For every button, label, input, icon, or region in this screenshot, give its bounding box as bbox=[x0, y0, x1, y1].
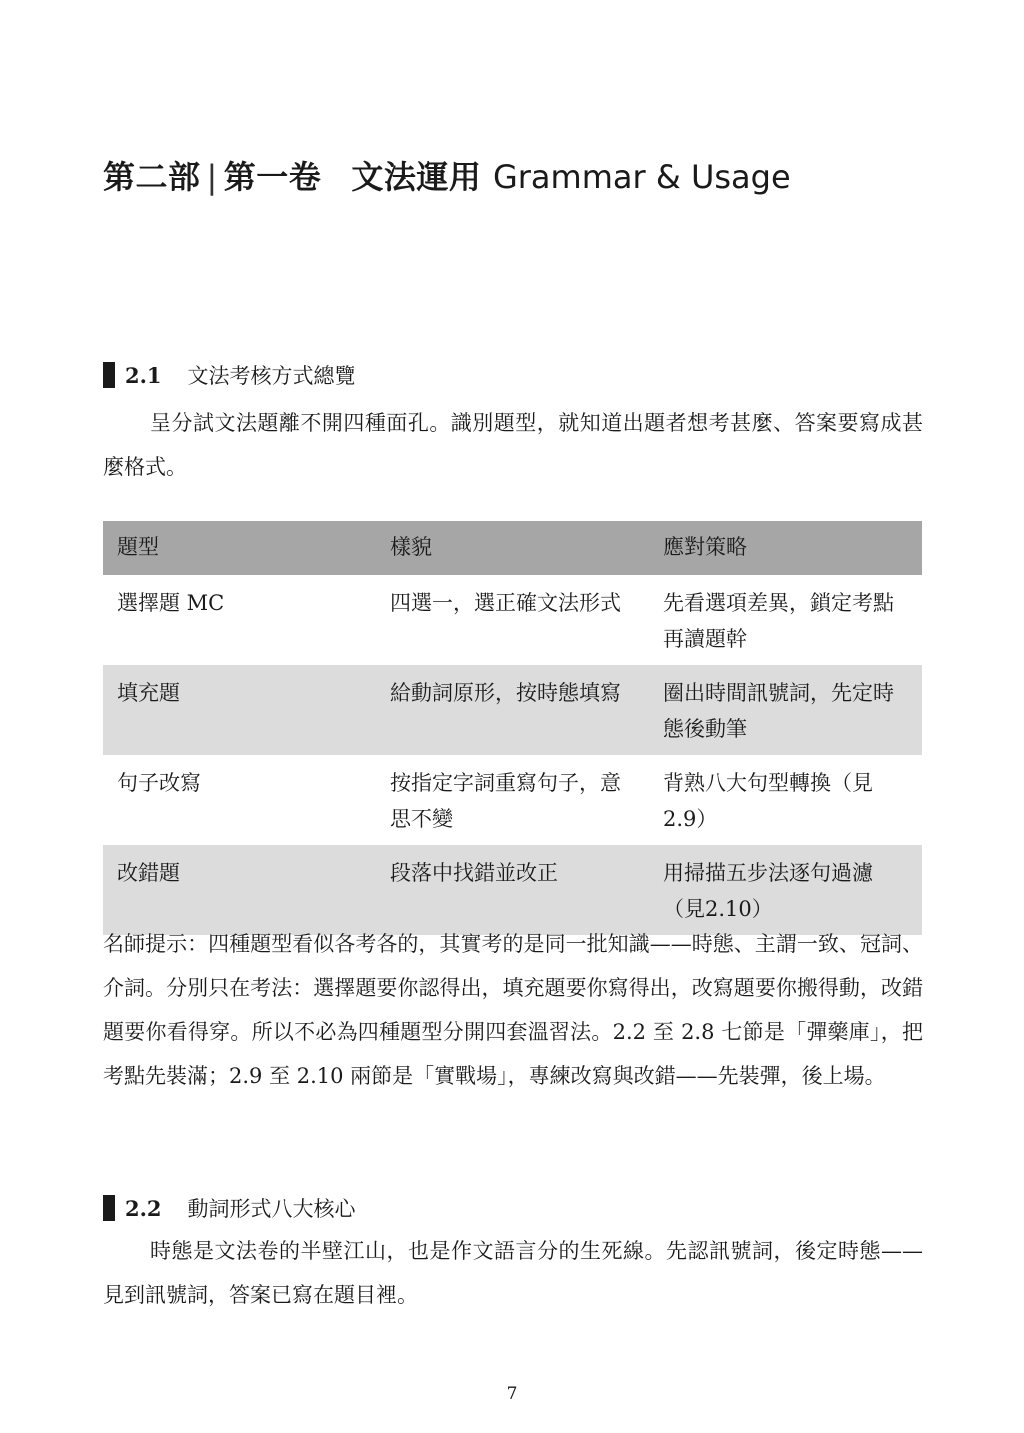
table-row bbox=[103, 665, 922, 755]
cell-strategy: 圈出時間訊號詞，先定時態後動筆 bbox=[649, 665, 922, 755]
section-heading-2-1 bbox=[103, 360, 923, 390]
question-type-table bbox=[103, 521, 922, 935]
cell-form: 四選一，選正確文法形式 bbox=[390, 591, 621, 615]
section-marker bbox=[103, 362, 115, 388]
part-label: 第二部 bbox=[103, 158, 201, 196]
cell-type: 選擇題 MC bbox=[117, 591, 225, 615]
cell-type: 填充題 bbox=[103, 665, 376, 755]
header-strategy: 應對策略 bbox=[649, 521, 922, 575]
cell-type: 句子改寫 bbox=[117, 771, 201, 795]
table-row bbox=[103, 755, 922, 845]
table-row bbox=[103, 575, 922, 665]
header-form: 樣貌 bbox=[376, 521, 649, 575]
topic-en: Grammar & Usage bbox=[492, 158, 791, 196]
page-number: 7 bbox=[506, 1384, 518, 1404]
section-number: 2.1 bbox=[125, 362, 162, 388]
cell-type: 改錯題 bbox=[103, 845, 376, 935]
header-type: 題型 bbox=[103, 521, 376, 575]
part-title bbox=[103, 152, 923, 198]
topic-zh: 文法運用 bbox=[351, 158, 482, 196]
section-marker bbox=[103, 1195, 115, 1221]
cell-form: 段落中找錯並改正 bbox=[376, 845, 649, 935]
section-title: 文法考核方式總覽 bbox=[187, 364, 356, 388]
cell-strategy: 背熟八大句型轉換（見2.9） bbox=[663, 771, 873, 831]
cell-strategy: 先看選項差異，鎖定考點再讀題幹 bbox=[663, 591, 894, 651]
cell-form: 按指定字詞重寫句子，意思不變 bbox=[390, 771, 621, 831]
cell-form: 給動詞原形，按時態填寫 bbox=[376, 665, 649, 755]
teacher-tip: 名師提示：四種題型看似各考各的，其實考的是同一批知識——時態、主謂一致、冠詞、介詞。分別只在考法：選擇題要你認得出，填充題要你寫得出，改寫題要你搬得動，改錯題要你看得穿。所以不必為四種題型分開四套溫習法。2.2 至 2.8 七節是「彈藥庫」，把考點先裝滿；2.9 至 2.10 兩節是「實戰場」，專練改寫與改錯——先裝彈，後上場。 bbox=[103, 932, 923, 1088]
volume-label: 第一卷 bbox=[223, 158, 322, 196]
section-heading-2-2 bbox=[103, 1193, 923, 1223]
section-number: 2.2 bbox=[125, 1195, 162, 1221]
cell-strategy: 用掃描五步法逐句過濾（見2.10） bbox=[649, 845, 922, 935]
section-title: 動詞形式八大核心 bbox=[187, 1197, 356, 1221]
table-header-row bbox=[103, 521, 922, 575]
section-2-2-intro: 時態是文法卷的半壁江山，也是作文語言分的生死線。先認訊號詞，後定時態——見到訊號詞，答案已寫在題目裡。 bbox=[103, 1239, 923, 1307]
section-2-1-intro: 呈分試文法題離不開四種面孔。識別題型，就知道出題者想考甚麼、答案要寫成甚麼格式。 bbox=[103, 411, 923, 479]
title-separator: | bbox=[206, 158, 218, 196]
